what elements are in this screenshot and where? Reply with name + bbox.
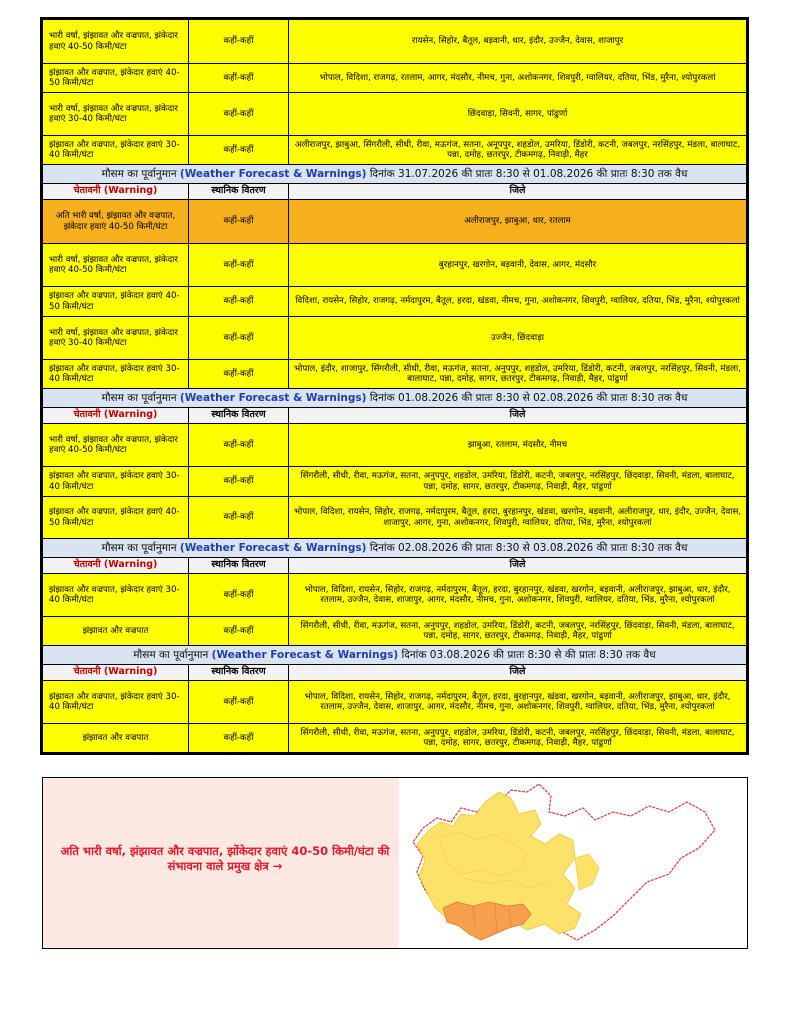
header-prefix: मौसम का पूर्वानुमान — [101, 167, 177, 180]
table-row — [43, 360, 747, 389]
column-warning — [43, 665, 189, 681]
districts-cell: विदिशा, रायसेन, सिहोर, राजगढ़, नर्मदापुरम, बैतूल, हरदा, खंडवा, नीमच, गुना, अशोकनगर, शिवपुरी, ग्वालियर, दतिया, भिंड, मुरैना, श्योपुरकलां — [289, 287, 747, 317]
districts-cell: भोपाल, विदिशा, रायसेन, सिहोर, राजगढ़, नर्मदापुरम, बैतूल, हरदा, बुरहानपुर, खंडवा, खरगोन, बड़वानी, अलीराजपुर, धार, इंदौर, उज्जैन, देवास, शाजापुर, आगर, गुना, अशोकनगर, शिवपुरी, ग्वालियर, दतिया, भिंड, मुरैना, श्योपुरकलां — [289, 497, 747, 539]
districts-cell: झाबुआ, रतलाम, मंदसौर, नीमच — [289, 424, 747, 467]
warning-type-cell: झंझावत और वज्रपात, झंकेदार हवाएं 40-50 किमी/घंटा — [43, 64, 189, 93]
distribution-cell: कहीं-कहीं — [189, 136, 289, 165]
warning-type-cell: झंझावत और वज्रपात — [43, 724, 189, 753]
forecast-header-row — [43, 165, 747, 184]
table-row — [43, 424, 747, 467]
warning-type-cell: झंझावत और वज्रपात, झंकेदार हवाएं 40-50 किमी/घंटा — [43, 287, 189, 317]
column-districts: जिले — [289, 665, 747, 681]
warning-type-cell: झंझावत और वज्रपात, झंकेदार हवाएं 30-40 किमी/घंटा — [43, 360, 189, 389]
header-english: (Weather Forecast & Warnings) — [211, 648, 399, 661]
distribution-cell: कहीं-कहीं — [189, 20, 289, 64]
table-row — [43, 317, 747, 360]
distribution-cell: कहीं-कहीं — [189, 200, 289, 244]
warning-type-cell: भारी वर्षा, झंझावत और वज्रपात, झंकेदार हवाएं 40-50 किमी/घंटा — [43, 20, 189, 64]
header-prefix: मौसम का पूर्वानुमान — [133, 648, 209, 661]
column-header-row — [43, 408, 747, 424]
header-english: (Weather Forecast & Warnings) — [179, 541, 367, 554]
warning-label-hi: चेतावनी — [73, 185, 101, 197]
warning-type-cell: झंझावत और वज्रपात, झंकेदार हवाएं 40-50 किमी/घंटा — [43, 497, 189, 539]
warning-type-cell: झंझावत और वज्रपात, झंकेदार हवाएं 30-40 किमी/घंटा — [43, 136, 189, 165]
forecast-header-row — [43, 539, 747, 558]
warning-label-en: (Warning) — [103, 559, 158, 571]
districts-cell: सिंगरौली, सीधी, रीवा, मऊगंज, सतना, अनुपपुर, शहडोल, उमरिया, डिंडोरी, कटनी, जबलपुर, नरसिंहपुर, छिंदवाड़ा, सिवनी, मंडला, बालाघाट, पन्ना, दमोह, सागर, छतरपुर, टीकमगढ़, निवाड़ी, मैहर, पांढुर्णा — [289, 617, 747, 646]
table-row — [43, 617, 747, 646]
forecast-header — [43, 539, 747, 558]
warning-type-cell: भारी वर्षा, झंझावत और वज्रपात, झंकेदार हवाएं 40-50 किमी/घंटा — [43, 244, 189, 287]
warning-type-cell: झंझावत और वज्रपात, झंकेदार हवाएं 30-40 किमी/घंटा — [43, 681, 189, 724]
districts-cell: रायसेन, सिहोर, बैतूल, बड़वानी, धार, इंदौर, उज्जैन, देवास, शाजापुर — [289, 20, 747, 64]
header-english: (Weather Forecast & Warnings) — [179, 167, 367, 180]
column-distribution: स्थानिक वितरण — [189, 665, 289, 681]
districts-cell: उज्जैन, छिंदवाड़ा — [289, 317, 747, 360]
column-header-row — [43, 558, 747, 574]
districts-cell: छिंदवाड़ा, सिवनी, सागर, पांढुर्णा — [289, 93, 747, 136]
column-districts: जिले — [289, 408, 747, 424]
header-validity: दिनांक 01.08.2026 की प्रातः 8:30 से 02.08.2026 की प्रातः 8:30 तक वैध — [369, 391, 688, 404]
forecast-table — [42, 19, 747, 753]
table-row — [43, 20, 747, 64]
table-row — [43, 136, 747, 165]
column-distribution: स्थानिक वितरण — [189, 184, 289, 200]
table-row — [43, 64, 747, 93]
header-prefix: मौसम का पूर्वानुमान — [101, 391, 177, 404]
state-map — [399, 778, 747, 948]
column-distribution: स्थानिक वितरण — [189, 408, 289, 424]
distribution-cell: कहीं-कहीं — [189, 64, 289, 93]
column-districts: जिले — [289, 184, 747, 200]
column-distribution: स्थानिक वितरण — [189, 558, 289, 574]
warning-type-cell: भारी वर्षा, झंझावत और वज्रपात, झंकेदार हवाएं 30-40 किमी/घंटा — [43, 317, 189, 360]
header-validity: दिनांक 02.08.2026 की प्रातः 8:30 से 03.08.2026 की प्रातः 8:30 तक वैध — [369, 541, 688, 554]
orange-zone — [443, 902, 531, 940]
table-row — [43, 244, 747, 287]
distribution-cell: कहीं-कहीं — [189, 360, 289, 389]
column-header-row — [43, 665, 747, 681]
header-english: (Weather Forecast & Warnings) — [179, 391, 367, 404]
table-row — [43, 467, 747, 497]
warning-type-cell: झंझावत और वज्रपात — [43, 617, 189, 646]
forecast-header-row — [43, 389, 747, 408]
distribution-cell: कहीं-कहीं — [189, 424, 289, 467]
forecast-header — [43, 165, 747, 184]
warning-label-hi: चेतावनी — [73, 409, 101, 421]
forecast-header — [43, 646, 747, 665]
very-heavy-rain-region — [443, 902, 531, 940]
distribution-cell: कहीं-कहीं — [189, 497, 289, 539]
table-row — [43, 287, 747, 317]
legend-text — [51, 844, 399, 874]
column-warning — [43, 184, 189, 200]
distribution-cell: कहीं-कहीं — [189, 617, 289, 646]
districts-cell: भोपाल, विदिशा, रायसेन, सिहोर, राजगढ़, नर्मदापुरम, बैतूल, हरदा, बुरहानपुर, खंडवा, खरगोन, बड़वानी, अलीराजपुर, झाबुआ, धार, इंदौर, रतलाम, उज्जैन, देवास, शाजापुर, आगर, मंदसौर, नीमच, गुना, अशोकनगर, शिवपुरी, ग्वालियर, दतिया, भिंड, मुरैना, श्योपुरकलां — [289, 681, 747, 724]
forecast-table-container — [40, 17, 749, 755]
warning-label-en: (Warning) — [103, 409, 158, 421]
distribution-cell: कहीं-कहीं — [189, 244, 289, 287]
column-districts: जिले — [289, 558, 747, 574]
districts-cell: बुरहानपुर, खरगोन, बड़वानी, देवास, आगर, मंदसौर — [289, 244, 747, 287]
warning-type-cell: अति भारी वर्षा, झंझावत और वज्रपात, झंकेदार हवाएं 40-50 किमी/घंटा — [43, 200, 189, 244]
header-prefix: मौसम का पूर्वानुमान — [101, 541, 177, 554]
map-panel — [399, 778, 747, 948]
districts-cell: अलीराजपुर, झाबुआ, सिंगरौली, सीधी, रीवा, मऊगंज, सतना, अनूपपुर, शहडोल, उमरिया, डिंडोरी, कटनी, जबलपुर, नरसिंहपुर, मंडला, बालाघाट, पन्ना, दमोह, छतरपुर, टीकमगढ़, निवाड़ी, मैहर — [289, 136, 747, 165]
distribution-cell: कहीं-कहीं — [189, 287, 289, 317]
forecast-header — [43, 389, 747, 408]
legend-caption: अति भारी वर्षा, झंझावत और वज्रपात, झोंकेदार हवाएं 40-50 किमी/घंटा की संभावना वाले प्रमुख क्षेत्र — [60, 844, 390, 873]
table-row — [43, 724, 747, 753]
warning-type-cell: झंझावत और वज्रपात, झंकेदार हवाएं 30-40 किमी/घंटा — [43, 467, 189, 497]
warning-label-hi: चेतावनी — [73, 666, 101, 678]
column-warning — [43, 558, 189, 574]
distribution-cell: कहीं-कहीं — [189, 467, 289, 497]
districts-cell: अलीराजपुर, झाबुआ, धार, रतलाम — [289, 200, 747, 244]
distribution-cell: कहीं-कहीं — [189, 317, 289, 360]
distribution-cell: कहीं-कहीं — [189, 724, 289, 753]
districts-cell: भोपाल, विदिशा, रायसेन, सिहोर, राजगढ़, नर्मदापुरम, बैतूल, हरदा, बुरहानपुर, खंडवा, खरगोन, बड़वानी, अलीराजपुर, झाबुआ, धार, इंदौर, रतलाम, उज्जैन, देवास, शाजापुर, आगर, मंदसौर, नीमच, गुना, अशोकनगर, शिवपुरी, ग्वालियर, दतिया, भिंड, मुरैना, श्योपुरकलां — [289, 574, 747, 617]
arrow-right-icon: → — [272, 859, 283, 873]
legend-panel — [42, 777, 748, 949]
column-header-row — [43, 184, 747, 200]
warning-label-en: (Warning) — [103, 185, 158, 197]
districts-cell: सिंगरौली, सीधी, रीवा, मऊगंज, सतना, अनुपपुर, शहडोल, उमरिया, डिंडोरी, कटनी, जबलपुर, नरसिंहपुर, छिंदवाड़ा, सिवनी, मंडला, बालाघाट, पन्ना, दमोह, सागर, छतरपुर, टीकमगढ़, निवाड़ी, मैहर, पांढुर्णा — [289, 467, 747, 497]
distribution-cell: कहीं-कहीं — [189, 93, 289, 136]
header-validity: दिनांक 31.07.2026 की प्रातः 8:30 से 01.08.2026 की प्रातः 8:30 तक वैध — [369, 167, 688, 180]
distribution-cell: कहीं-कहीं — [189, 681, 289, 724]
districts-cell: भोपाल, इंदौर, शाजापुर, सिंगरौली, सीधी, रीवा, मऊगंज, सतना, अनुपपुर, शहडोल, उमरिया, डिंडोरी, कटनी, जबलपुर, नरसिंहपुर, सिवनी, मंडला, बालाघाट, पन्ना, दमोह, सागर, छतरपुर, टीकमगढ़, निवाड़ी, मैहर, पांढुर्णा — [289, 360, 747, 389]
warning-type-cell: झंझावत और वज्रपात, झंकेदार हवाएं 30-40 किमी/घंटा — [43, 574, 189, 617]
table-row — [43, 200, 747, 244]
districts-cell: भोपाल, विदिशा, राजगढ़, रतलाम, आगर, मंदसौर, नीमच, गुना, अशोकनगर, शिवपुरी, ग्वालियर, दतिया, भिंड, मुरैना, श्योपुरकलां — [289, 64, 747, 93]
warning-label-en: (Warning) — [103, 666, 158, 678]
column-warning — [43, 408, 189, 424]
table-row — [43, 574, 747, 617]
distribution-cell: कहीं-कहीं — [189, 574, 289, 617]
header-validity: दिनांक 03.08.2026 की प्रातः 8:30 से की प्रातः 8:30 तक वैध — [401, 648, 656, 661]
table-row — [43, 681, 747, 724]
warning-label-hi: चेतावनी — [73, 559, 101, 571]
warning-type-cell: भारी वर्षा, झंझावत और वज्रपात, झंकेदार हवाएं 40-50 किमी/घंटा — [43, 424, 189, 467]
warning-type-cell: भारी वर्षा, झंझावत और वज्रपात, झंकेदार हवाएं 30-40 किमी/घंटा — [43, 93, 189, 136]
table-row — [43, 93, 747, 136]
forecast-header-row — [43, 646, 747, 665]
table-row — [43, 497, 747, 539]
districts-cell: सिंगरौली, सीधी, रीवा, मऊगंज, सतना, अनुपपुर, शहडोल, उमरिया, डिंडोरी, कटनी, जबलपुर, नरसिंहपुर, छिंदवाड़ा, सिवनी, मंडला, बालाघाट, पन्ना, दमोह, सागर, छतरपुर, टीकमगढ़, निवाड़ी, मैहर, पांढुर्णा — [289, 724, 747, 753]
